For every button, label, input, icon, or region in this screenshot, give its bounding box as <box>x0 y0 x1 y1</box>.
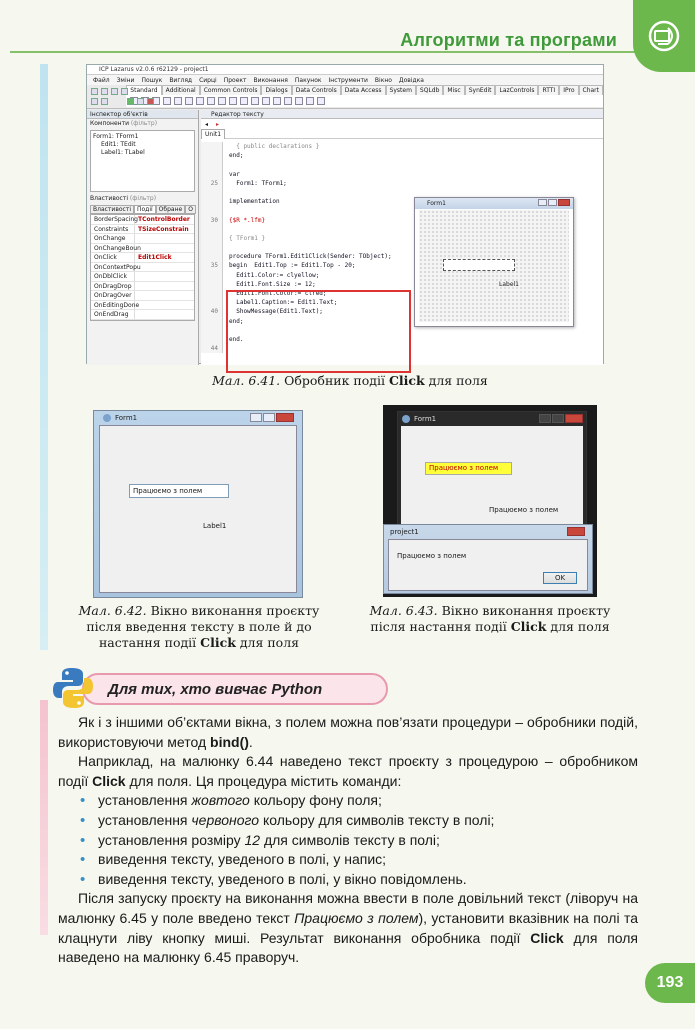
body-text <box>58 713 638 968</box>
minimize-icon[interactable] <box>539 414 551 423</box>
b2c: кольору для символів тексту в полі; <box>262 811 495 828</box>
event-value[interactable]: TSizeConstrain <box>138 225 189 233</box>
code-text: procedure TForm1.Edit1Click(Sender: TObject); <box>229 253 392 261</box>
code-text: implementation <box>229 198 280 206</box>
line-number <box>201 289 223 298</box>
paragraph-3 <box>58 889 638 967</box>
code-text <box>223 188 229 197</box>
component-icon[interactable] <box>185 97 193 105</box>
line-number <box>201 280 223 289</box>
fig42-line3b: Click <box>200 635 236 650</box>
components-filter[interactable]: (фільтр) <box>130 120 158 127</box>
palette-tab[interactable]: Standard <box>126 85 161 95</box>
palette-tab[interactable]: Misc <box>443 85 464 95</box>
chapter-title: Алгоритми та програми <box>400 30 617 50</box>
stop-icon[interactable] <box>147 98 154 105</box>
caption-fig-6-41 <box>100 373 600 389</box>
caption-fig-6-42 <box>50 603 348 651</box>
line-number <box>201 188 223 197</box>
fig43-line2a: після настання події <box>370 619 507 634</box>
tab-properties[interactable]: Властивості <box>90 205 134 214</box>
event-name: OnContextPopu <box>91 263 135 272</box>
close-icon[interactable] <box>276 413 294 422</box>
fig42-line3c: для поля <box>239 635 300 650</box>
menu-item[interactable]: Вигляд <box>169 76 193 84</box>
margin-stripe-blue <box>40 64 48 650</box>
b2a: установлення <box>98 811 188 828</box>
palette-tabs <box>126 85 603 95</box>
code-line <box>201 188 603 197</box>
p3b: Працюємо з полем <box>294 909 419 926</box>
event-value[interactable] <box>135 282 138 291</box>
code-line <box>201 142 603 151</box>
palette-tab[interactable]: Common Controls <box>200 85 262 95</box>
line-number <box>201 335 223 344</box>
save-icon[interactable] <box>111 88 118 95</box>
line-number <box>201 243 223 252</box>
tree-item-edit1[interactable]: Edit1: TEdit <box>101 141 136 148</box>
pause-icon[interactable] <box>137 98 144 105</box>
list-item <box>80 811 638 831</box>
menu-item[interactable]: Проект <box>223 76 247 84</box>
design-form-title <box>415 198 573 209</box>
p2c: для поля. Ця процедура містить команди: <box>129 772 402 789</box>
component-icon[interactable] <box>306 97 314 105</box>
tab-unit1[interactable]: Unit1 <box>201 129 225 139</box>
code-text <box>223 160 229 169</box>
event-row[interactable] <box>91 263 194 273</box>
python-section-banner <box>82 673 388 705</box>
code-line <box>201 151 603 160</box>
event-value[interactable] <box>135 234 138 243</box>
design-form-title-text: Form1 <box>427 200 446 207</box>
component-palette <box>126 85 603 107</box>
toolbar-icons <box>87 85 126 109</box>
palette-tab[interactable]: System <box>386 85 416 95</box>
minimize-icon[interactable] <box>538 199 547 206</box>
ide-menu-bar <box>87 75 603 85</box>
close-icon[interactable] <box>567 527 585 536</box>
computer-globe-icon <box>646 18 682 54</box>
event-name: Constraints <box>91 225 135 234</box>
event-row[interactable] <box>91 282 194 292</box>
editor-nav <box>201 119 603 129</box>
b2b: червоного <box>191 811 260 828</box>
line-number <box>201 252 223 261</box>
header-rule <box>10 51 635 53</box>
event-value[interactable] <box>135 263 138 272</box>
component-icon[interactable] <box>218 97 226 105</box>
minimize-icon[interactable] <box>250 413 262 422</box>
paragraph-2 <box>58 752 638 791</box>
code-line <box>201 170 603 179</box>
caption-fig-6-43 <box>345 603 635 635</box>
design-label1[interactable]: Label1 <box>499 281 520 288</box>
fig42-number: Мал. 6.42. <box>78 603 147 618</box>
code-text: end; <box>229 317 244 325</box>
b1b: жовтого <box>191 792 250 809</box>
message-dialog <box>383 524 593 594</box>
b1c: кольору фону поля; <box>253 792 382 809</box>
p1a: Як і з іншими об’єктами вікна, з полем можна пов’язати процедури – обробники подій, використовуючи метод <box>58 714 638 750</box>
event-name: OnClick <box>91 253 135 262</box>
p3c: ), установити вказівник на полі та клацнути ліву кнопку миші. Результат виконання обробника події <box>58 909 639 946</box>
code-text: Edit1.Color:= clyellow; <box>229 271 320 279</box>
p1-method: bind() <box>210 733 249 750</box>
event-name: OnDragOver <box>91 291 135 300</box>
event-row[interactable] <box>91 244 194 254</box>
code-text <box>223 225 229 234</box>
component-icon[interactable] <box>251 97 259 105</box>
code-text: { public declarations } <box>229 143 320 150</box>
menu-item[interactable]: Файл <box>93 76 110 84</box>
fig43-number: Мал. 6.43. <box>369 603 438 618</box>
code-line <box>201 160 603 169</box>
components-row <box>87 119 198 128</box>
view-forms-icon[interactable] <box>101 98 108 105</box>
p3d: Click <box>530 929 564 946</box>
window-buttons <box>250 413 294 422</box>
component-icon[interactable] <box>174 97 182 105</box>
line-number <box>201 225 223 234</box>
palette-icons <box>126 95 603 107</box>
margin-stripe-pink <box>40 700 48 935</box>
event-row[interactable] <box>91 301 194 311</box>
editor-title: Редактор тексту <box>201 110 603 119</box>
tab-events[interactable]: Події <box>134 205 156 214</box>
event-row[interactable] <box>91 310 194 320</box>
dialog-message: Працюємо з полем <box>397 552 467 560</box>
b3c: для символів тексту в полі; <box>263 831 440 848</box>
python-logo-icon <box>52 666 94 710</box>
command-list <box>58 791 638 889</box>
event-name: OnChange <box>91 234 135 243</box>
event-value[interactable] <box>135 291 138 300</box>
ok-button[interactable]: OK <box>543 572 577 584</box>
page-number: 193 <box>645 963 695 1003</box>
fig42-line1: Вікно виконання проєкту <box>150 603 320 618</box>
menu-item[interactable]: Довідка <box>398 76 424 84</box>
event-name: OnEndDrag <box>91 310 135 319</box>
design-form-window <box>414 197 574 327</box>
close-icon[interactable] <box>558 199 570 206</box>
event-row[interactable] <box>91 272 194 282</box>
line-number <box>201 197 223 206</box>
event-name: OnEditingDone <box>91 301 135 310</box>
code-text: begin Edit1.Top := Edit1.Top - 20; <box>229 262 356 270</box>
ide-title-bar: ICP Lazarus v2.0.6 r62129 - project1 <box>87 65 603 75</box>
line-number <box>201 317 223 326</box>
design-grid <box>419 210 569 322</box>
b3a: установлення розміру <box>98 831 241 848</box>
python-banner-text: Для тих, хто вивчає Python <box>108 680 323 698</box>
list-item: • виведення тексту, уведеного в полі, у вікно повідомлень. <box>80 870 638 890</box>
window-title: Form1 <box>115 414 138 422</box>
menu-item[interactable]: Вікно <box>374 76 392 84</box>
palette-tab[interactable]: SynEdit <box>465 85 496 95</box>
inspector-title: Інспектор об'єктів <box>87 110 198 119</box>
maximize-icon[interactable] <box>552 414 564 423</box>
menu-item[interactable]: Пакунок <box>294 76 322 84</box>
maximize-icon[interactable] <box>548 199 557 206</box>
component-icon[interactable] <box>207 97 215 105</box>
palette-tab[interactable]: RTTI <box>538 85 559 95</box>
component-icon[interactable] <box>317 97 325 105</box>
component-icon[interactable] <box>262 97 270 105</box>
palette-tab[interactable]: Data Controls <box>292 85 341 95</box>
form1-window-before <box>93 410 303 598</box>
line-number <box>201 170 223 179</box>
p3a: Після запуску проєкту на виконання можна ввести в поле довільний текст (ліворуч на малюнку 6.45 у поле введено текст <box>58 890 638 926</box>
list-item <box>80 831 638 851</box>
event-row[interactable] <box>91 234 194 244</box>
code-text <box>223 206 229 215</box>
line-number: 30 <box>201 216 223 225</box>
app-icon <box>103 414 111 422</box>
event-row[interactable] <box>91 225 194 235</box>
fig43-line2b: Click <box>510 619 547 634</box>
view-units-icon[interactable] <box>91 98 98 105</box>
line-number <box>201 298 223 307</box>
form-client-area <box>99 425 297 593</box>
forward-icon[interactable]: ▸ <box>216 120 220 128</box>
palette-tab[interactable]: Data Access <box>341 85 386 95</box>
component-icon[interactable] <box>284 97 292 105</box>
back-icon[interactable]: ◂ <box>205 120 209 128</box>
component-icon[interactable] <box>273 97 281 105</box>
design-window-buttons <box>538 199 570 206</box>
fig42-line3a: настання події <box>98 635 197 650</box>
edit1-field-yellow[interactable]: Працюємо з полем <box>425 462 512 475</box>
event-name: OnDragDrop <box>91 282 135 291</box>
component-icon[interactable] <box>196 97 204 105</box>
unit-tabs <box>201 129 603 139</box>
event-row[interactable] <box>91 215 194 225</box>
code-line <box>201 179 603 188</box>
fig41-tail: для поля <box>428 373 488 388</box>
code-text: {$R *.lfm} <box>229 216 266 224</box>
object-inspector <box>87 110 199 365</box>
tab-favorites[interactable]: Обране <box>156 205 186 214</box>
open-icon[interactable] <box>101 88 108 95</box>
line-number: 35 <box>201 261 223 270</box>
line-number <box>201 160 223 169</box>
close-icon[interactable] <box>565 414 583 423</box>
run-icon[interactable] <box>127 98 134 105</box>
event-value[interactable] <box>135 244 138 253</box>
line-number <box>201 142 223 151</box>
paragraph-1 <box>58 713 638 752</box>
fig41-number: Мал. 6.41. <box>212 373 281 388</box>
menu-item[interactable]: Пошук <box>141 76 163 84</box>
p1c: . <box>248 733 253 750</box>
tree-item-form1[interactable]: Form1: TForm1 <box>93 133 139 140</box>
component-icon[interactable] <box>163 97 171 105</box>
palette-tab[interactable]: Dialogs <box>261 85 291 95</box>
line-number: 25 <box>201 179 223 188</box>
tab-other[interactable]: О <box>185 205 196 214</box>
maximize-icon[interactable] <box>263 413 275 422</box>
menu-item[interactable]: Сирці <box>199 76 217 84</box>
dialog-title-bar <box>388 525 588 539</box>
palette-tab[interactable]: LazControls <box>495 85 538 95</box>
label1-updated: Працюємо з полем <box>489 506 559 514</box>
dialog-buttons <box>567 527 585 536</box>
code-text: var <box>229 170 240 178</box>
component-icon[interactable] <box>240 97 248 105</box>
line-number <box>201 326 223 335</box>
event-value[interactable]: TControlBorder <box>138 216 190 223</box>
line-number <box>201 271 223 280</box>
code-text: Form1: TForm1; <box>229 179 287 187</box>
highlight-box <box>226 290 411 373</box>
label1: Label1 <box>203 522 227 530</box>
code-text: Edit1.Font.Color:= clred; <box>229 290 327 297</box>
fig41-bold: Click <box>388 373 425 388</box>
palette-tab[interactable]: Additional <box>162 85 200 95</box>
list-item <box>80 791 638 811</box>
design-edit1[interactable] <box>443 259 515 271</box>
app-icon <box>402 415 410 423</box>
event-name: OnChangeBoun <box>91 244 135 253</box>
p3e: для поля наведено на малюнку 6.45 праворуч. <box>58 929 639 966</box>
line-number: 44 <box>201 344 223 353</box>
event-value[interactable]: Edit1Click <box>138 254 172 261</box>
fig41-text: Обробник події <box>284 373 385 388</box>
event-name: OnDblClick <box>91 272 135 281</box>
menu-item[interactable]: Виконання <box>253 76 288 84</box>
line-number: 40 <box>201 307 223 316</box>
properties-row <box>87 194 198 203</box>
menu-item[interactable]: Зміни <box>116 76 135 84</box>
fig43-line1: Вікно виконання проєкту <box>441 603 611 618</box>
window-title: Form1 <box>414 415 437 423</box>
line-number <box>201 234 223 243</box>
code-text: end. <box>229 335 244 343</box>
window-buttons <box>539 414 583 423</box>
window-title-bar <box>398 412 586 426</box>
tree-item-label1[interactable]: Label1: TLabel <box>101 149 145 156</box>
form-client-area <box>401 426 583 525</box>
component-icon[interactable] <box>295 97 303 105</box>
fig43-line2c: для поля <box>550 619 610 634</box>
line-number <box>201 206 223 215</box>
component-icon[interactable] <box>229 97 237 105</box>
new-icon[interactable] <box>91 88 98 95</box>
p2-event: Click <box>92 772 126 789</box>
properties-filter[interactable]: (фільтр) <box>129 195 157 202</box>
dialog-client <box>388 539 588 591</box>
event-row[interactable] <box>91 253 194 263</box>
dialog-title: project1 <box>390 528 419 536</box>
components-label: Компоненти <box>90 120 129 127</box>
code-text <box>223 243 229 252</box>
inspector-tabs <box>90 205 195 214</box>
code-text: end; <box>229 152 244 160</box>
event-name: BorderSpacing <box>91 215 135 224</box>
event-value[interactable] <box>135 272 138 281</box>
menu-item[interactable]: Інструменти <box>328 76 368 84</box>
b3b: 12 <box>244 831 261 848</box>
event-value[interactable] <box>135 310 138 319</box>
code-text: ShowMessage(Edit1.Text); <box>229 308 323 316</box>
line-number <box>201 151 223 160</box>
ide-toolbar <box>87 85 603 109</box>
code-text: { TForm1 } <box>229 234 266 242</box>
component-tree <box>90 130 195 192</box>
b1a: установлення <box>98 792 188 809</box>
palette-tab[interactable]: IPro <box>559 85 578 95</box>
palette-tab[interactable]: Chart <box>579 85 604 95</box>
p2a: Наприклад, на малюнку 6.44 наведено текст проєкту з процедурою – обробником події <box>58 753 638 789</box>
fig42-line2: після введення тексту в поле й до <box>86 619 312 634</box>
code-text: Label1.Caption:= Edit1.Text; <box>229 299 338 307</box>
chapter-tab <box>633 0 695 72</box>
window-title-bar <box>99 411 297 425</box>
form1-window-after <box>397 411 587 526</box>
events-grid <box>90 214 195 321</box>
code-text: Edit1.Font.Size := 12; <box>229 280 316 288</box>
list-item: • виведення тексту, уведеного в полі, у напис; <box>80 850 638 870</box>
edit1-field[interactable]: Працюємо з полем <box>129 484 229 498</box>
save-all-icon[interactable] <box>121 88 128 95</box>
properties-label: Властивості <box>90 195 128 202</box>
palette-tab[interactable]: SQLdb <box>416 85 444 95</box>
event-value[interactable] <box>135 301 138 310</box>
event-row[interactable] <box>91 291 194 301</box>
